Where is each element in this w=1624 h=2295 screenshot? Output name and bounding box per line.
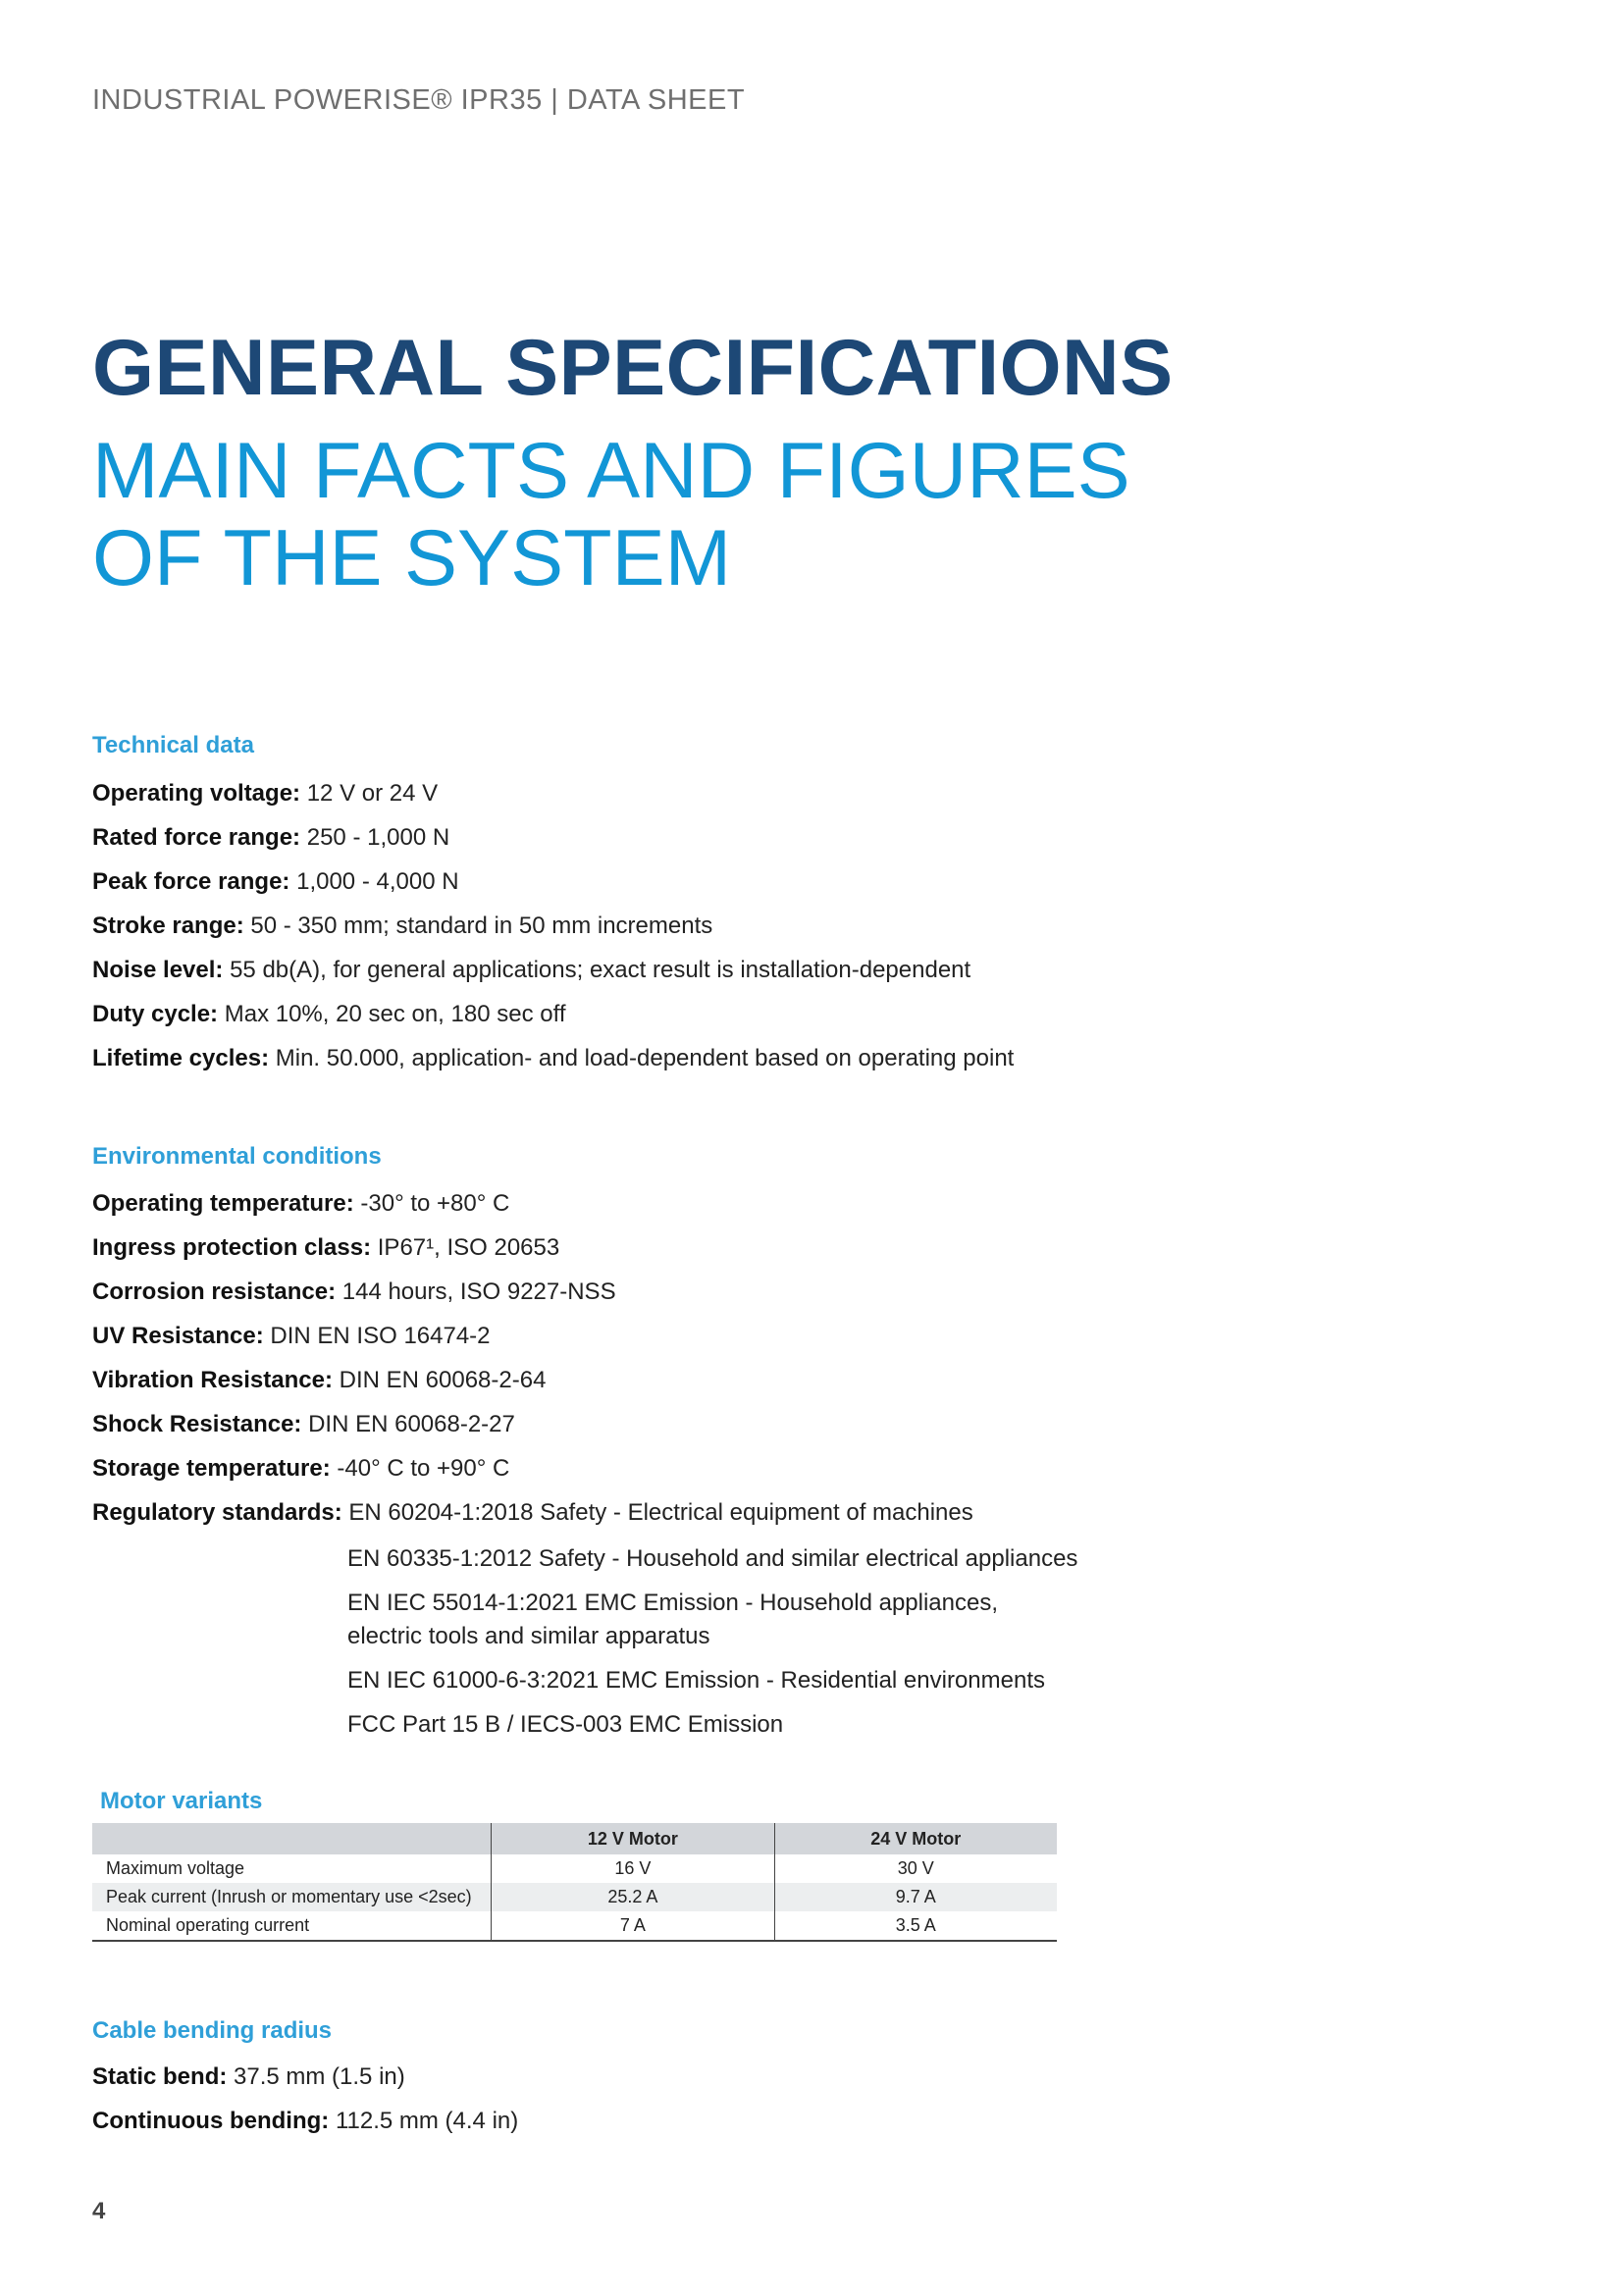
spec-label: Noise level: (92, 957, 224, 983)
spec-row-operating-temperature (92, 1181, 973, 1226)
spec-row-regulatory-standards (92, 1490, 973, 1535)
spec-value: DIN EN 60068-2-27 (301, 1411, 515, 1437)
technical-data-heading: Technical data (92, 732, 254, 758)
spec-value: 112.5 mm (4.4 in) (329, 2108, 519, 2134)
spec-label: Operating temperature: (92, 1190, 354, 1217)
spec-label: Ingress protection class: (92, 1234, 372, 1261)
spec-label: Storage temperature: (92, 1455, 331, 1482)
subtitle-line-1: MAIN FACTS AND FIGURES (92, 427, 1130, 515)
standard-item: EN IEC 55014-1:2021 EMC Emission - Household appliances, (347, 1590, 999, 1616)
spec-row-shock-resistance (92, 1402, 973, 1446)
spec-row-corrosion-resistance (92, 1270, 973, 1314)
spec-value: EN 60204-1:2018 Safety - Electrical equipment of machines (341, 1499, 973, 1526)
spec-label: UV Resistance: (92, 1323, 264, 1349)
spec-row-stroke-range (92, 904, 1014, 948)
spec-row-duty-cycle (92, 992, 1014, 1036)
spec-row-static-bend (92, 2055, 518, 2099)
motor-variants-table (92, 1823, 1057, 1942)
motor-variants-heading: Motor variants (100, 1788, 263, 1814)
spec-row-noise-level (92, 948, 1014, 992)
spec-row-continuous-bending (92, 2099, 518, 2143)
technical-data-list (92, 771, 1014, 1080)
spec-value: DIN EN ISO 16474-2 (263, 1323, 491, 1349)
table-cell-label: Maximum voltage (106, 1858, 245, 1878)
page-number: 4 (92, 2198, 106, 2224)
cable-bending-list (92, 2055, 518, 2143)
table-header-cell (92, 1823, 492, 1854)
standard-item: EN 60335-1:2012 Safety - Household and similar electrical appliances (347, 1545, 1078, 1572)
page-title: GENERAL SPECIFICATIONS (92, 324, 1174, 412)
table-cell-24v: 9.7 A (774, 1883, 1057, 1911)
spec-label: Static bend: (92, 2063, 228, 2090)
spec-label: Lifetime cycles: (92, 1045, 270, 1071)
spec-value: 144 hours, ISO 9227-NSS (336, 1278, 616, 1305)
spec-value: 50 - 350 mm; standard in 50 mm increments (243, 913, 713, 939)
standard-item: EN IEC 61000-6-3:2021 EMC Emission - Residential environments (347, 1667, 1045, 1694)
document-header: INDUSTRIAL POWERISE® IPR35 | DATA SHEET (92, 84, 746, 116)
page-subtitle (92, 428, 1130, 602)
standard-item: electric tools and similar apparatus (347, 1623, 710, 1649)
spec-row-ingress-protection (92, 1226, 973, 1270)
table-header-row (92, 1823, 1057, 1854)
spec-label: Continuous bending: (92, 2108, 330, 2134)
spec-value: 55 db(A), for general applications; exact result is installation-dependent (223, 957, 971, 983)
spec-value: Max 10%, 20 sec on, 180 sec off (218, 1001, 566, 1027)
spec-value: -30° to +80° C (353, 1190, 510, 1217)
table-row (92, 1911, 1057, 1941)
spec-row-vibration-resistance (92, 1358, 973, 1402)
table-cell-24v: 30 V (774, 1854, 1057, 1883)
table-header-cell: 24 V Motor (774, 1823, 1057, 1854)
spec-label: Regulatory standards: (92, 1499, 342, 1526)
table-row (92, 1883, 1057, 1911)
spec-row-operating-voltage (92, 771, 1014, 815)
spec-value: Min. 50.000, application- and load-dependent based on operating point (269, 1045, 1015, 1071)
spec-label: Peak force range: (92, 868, 290, 895)
spec-value: -40° C to +90° C (330, 1455, 510, 1482)
spec-value: DIN EN 60068-2-64 (332, 1367, 547, 1393)
spec-row-rated-force (92, 815, 1014, 860)
regulatory-standards-list (347, 1542, 1077, 1752)
environmental-conditions-list (92, 1181, 973, 1535)
spec-value: 250 - 1,000 N (300, 824, 450, 851)
standard-item: FCC Part 15 B / IECS-003 EMC Emission (347, 1711, 784, 1738)
table-cell-12v: 25.2 A (492, 1883, 774, 1911)
environmental-conditions-heading: Environmental conditions (92, 1143, 382, 1170)
spec-label: Rated force range: (92, 824, 301, 851)
spec-row-storage-temperature (92, 1446, 973, 1490)
table-header-cell: 12 V Motor (492, 1823, 774, 1854)
spec-label: Corrosion resistance: (92, 1278, 337, 1305)
spec-label: Vibration Resistance: (92, 1367, 333, 1393)
spec-value: IP67¹, ISO 20653 (371, 1234, 560, 1261)
table-cell-12v: 7 A (492, 1911, 774, 1941)
spec-row-lifetime-cycles (92, 1036, 1014, 1080)
spec-value: 37.5 mm (1.5 in) (227, 2063, 405, 2090)
cable-bending-heading: Cable bending radius (92, 2017, 333, 2044)
spec-label: Stroke range: (92, 913, 244, 939)
table-cell-24v: 3.5 A (774, 1911, 1057, 1941)
spec-label: Operating voltage: (92, 780, 301, 807)
table-row (92, 1854, 1057, 1883)
table-cell-label: Nominal operating current (92, 1911, 492, 1941)
spec-label: Shock Resistance: (92, 1411, 302, 1437)
subtitle-line-2: OF THE SYSTEM (92, 514, 732, 602)
spec-value: 12 V or 24 V (300, 780, 439, 807)
spec-value: 1,000 - 4,000 N (289, 868, 459, 895)
table-cell-12v: 16 V (492, 1854, 774, 1883)
spec-label: Duty cycle: (92, 1001, 219, 1027)
spec-row-peak-force (92, 860, 1014, 904)
table-cell-label: Peak current (Inrush or momentary use <2sec) (92, 1883, 492, 1911)
spec-row-uv-resistance (92, 1314, 973, 1358)
